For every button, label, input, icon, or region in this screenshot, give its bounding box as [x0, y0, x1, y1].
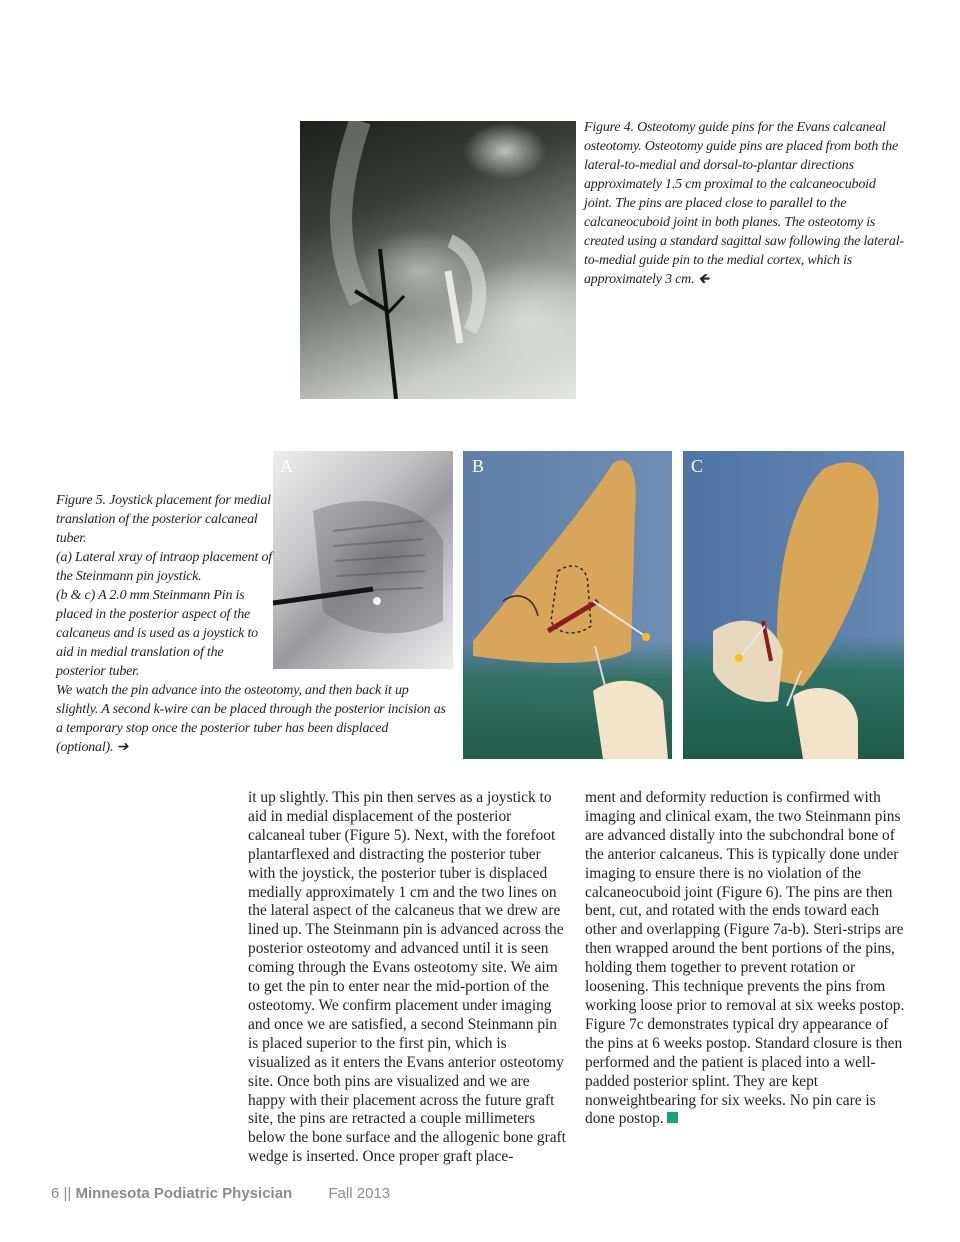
body-column-right	[585, 789, 907, 1129]
issue-season: Fall 2013	[328, 1185, 391, 1202]
figure-5-caption	[56, 491, 446, 757]
body-column-left	[248, 789, 570, 1167]
page-number: 6	[51, 1185, 60, 1202]
figure-4-caption	[584, 118, 904, 289]
body-text-left: it up slightly. This pin then serves as a joystick to aid in medial displacement of the posterior calcaneal tuber (Figure 5). Next, with the forefoot plantarflexed and distracting the posterior tuber with the joystick, the posterior tuber is displaced medially approximately 1 cm and the two lines on the lateral aspect of the calcaneus that we drew are lined up. The Steinmann pin is advanced across the posterior osteotomy and advanced until it is seen coming through the Evans osteotomy site. We aim to get the pin to enter near the mid-portion of the osteotomy. We confirm placement under imaging and once we are satisfied, a second Steinmann pin is placed superior to the first pin, which is visualized as it enters the Evans anterior osteotomy site. Once both pins are visualized and we are happy with their placement across the future graft site, the pins are retracted a couple millimeters below the bone surface and the allogenic bone graft wedge is inserted. Once proper graft place-	[248, 789, 566, 1166]
forward-arrow-icon: ➔	[116, 740, 129, 755]
panel-label-b: B	[472, 456, 485, 476]
figure-5-caption-part-bc: (b & c) A 2.0 mm Steinmann Pin is placed in the posterior aspect of the calcaneus and is used as a joystick to aid in medial translation of the posterior tuber.	[56, 588, 258, 679]
figure-5c-photo	[683, 451, 904, 759]
page-footer	[51, 1185, 390, 1202]
publication-name: Minnesota Podiatric Physician	[75, 1185, 293, 1202]
figure-4-xray-drawing	[300, 121, 576, 399]
figure-5-caption-tail: We watch the pin advance into the osteotomy, and then back it up slightly. A second k-wire can be placed through the posterior incision as a temporary stop once the posterior tuber has been displaced (optional).	[56, 683, 446, 755]
figure-5c-drawing	[683, 451, 904, 759]
figure-4-caption-text: Figure 4. Osteotomy guide pins for the Evans calcaneal osteotomy. Osteotomy guide pins are placed from both the lateral-to-medial and dorsal-to-plantar directions approximately 1.5 cm proximal to the calcaneocuboid joint. The pins are placed close to parallel to the calcaneocuboid joint in both planes. The osteotomy is created using a standard sagittal saw following the lateral-to-medial guide pin to the medial cortex, which is approximately 3 cm.	[584, 120, 904, 287]
figure-5-caption-title: Figure 5. Joystick placement for medial translation of the posterior calcaneal tuber.	[56, 493, 271, 546]
end-of-article-icon	[667, 1112, 678, 1123]
footer-separator: ||	[63, 1185, 72, 1202]
figure-5b-photo	[463, 451, 672, 759]
back-arrow-icon: 🡸	[697, 272, 709, 287]
panel-label-c: C	[691, 456, 704, 476]
figure-5b-drawing	[463, 451, 672, 759]
panel-label-a: A	[280, 456, 293, 476]
body-text-right: ment and deformity reduction is confirmed with imaging and clinical exam, the two Steinmann pins are advanced distally into the subchondral bone of the anterior calcaneus. This is typically done under imaging to ensure there is no violation of the calcaneocuboid joint (Figure 6). The pins are then bent, cut, and rotated with the ends toward each other and overlapping (Figure 7a-b). Steri-strips are then wrapped around the bent portions of the pins, holding them together to prevent rotation or loosening. This technique prevents the pins from working loose prior to removal at six weeks postop. Figure 7c demonstrates typical dry appearance of the pins at 6 weeks postop. Standard closure is then performed and the patient is placed into a well-padded posterior splint. They are kept nonweightbearing for six weeks. No pin care is done postop.	[585, 789, 905, 1128]
figure-4-xray-image	[300, 121, 576, 399]
figure-5-caption-part-a: (a) Lateral xray of intraop placement of the Steinmann pin joystick.	[56, 550, 272, 584]
